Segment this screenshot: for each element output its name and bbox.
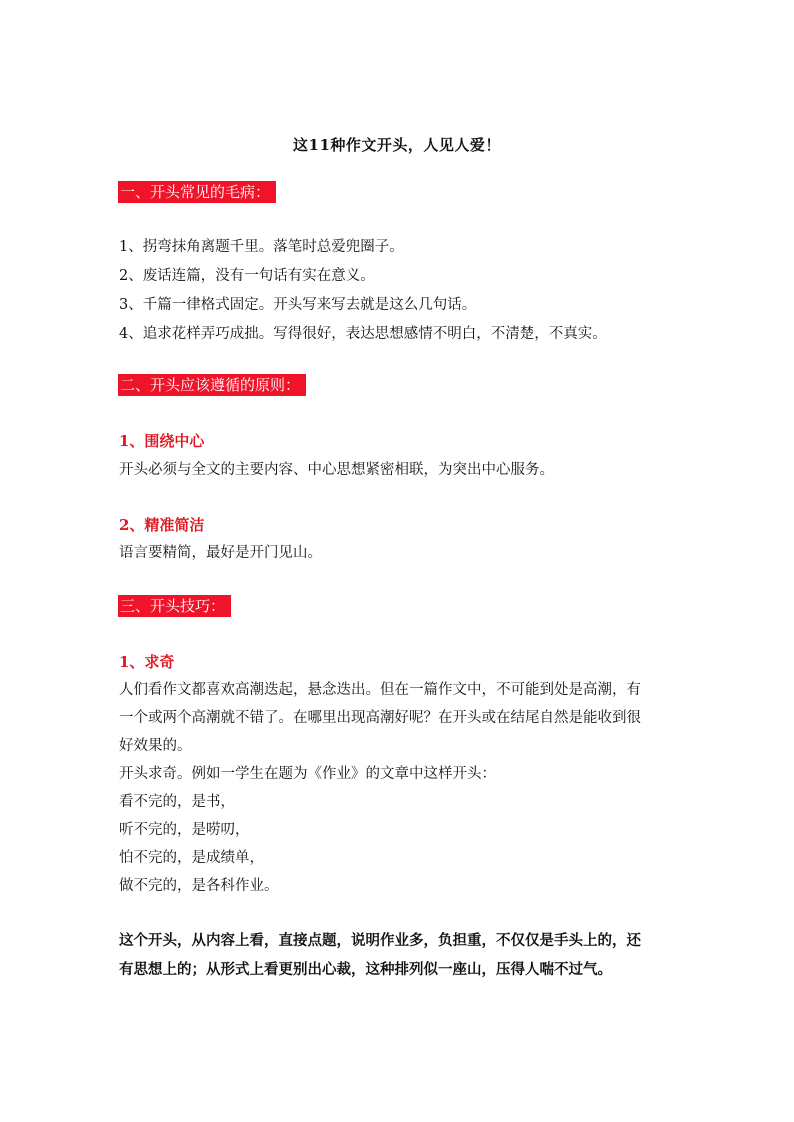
poem-line: 听不完的，是唠叨， — [119, 822, 250, 838]
list-item: 3、千篇一律格式固定。开头写来写去就是这么几句话。 — [119, 297, 477, 313]
paragraph-line: 一个或两个高潮就不错了。在哪里出现高潮好呢？在开头或在结尾自然是能收到很 — [119, 710, 641, 726]
comment-line: 有思想上的；从形式上看更别出心裁，这种排列似一座山，压得人喘不过气。 — [119, 961, 612, 978]
document-title: 这11种作文开头，人见人爱！ — [293, 136, 501, 154]
section-heading-3: 三、开头技巧： — [118, 595, 231, 617]
paragraph-line: 好效果的。 — [119, 738, 192, 754]
subsection-title: 1、求奇 — [119, 653, 175, 671]
section-heading-1: 一、开头常见的毛病： — [118, 181, 276, 203]
subsection-title: 2、精准简洁 — [119, 516, 205, 534]
paragraph-line: 开头求奇。例如一学生在题为《作业》的文章中这样开头： — [119, 766, 496, 782]
list-item: 4、追求花样弄巧成拙。写得很好，表达思想感情不明白，不清楚，不真实。 — [119, 326, 607, 342]
poem-line: 看不完的，是书， — [119, 794, 235, 810]
paragraph-line: 人们看作文都喜欢高潮迭起，悬念迭出。但在一篇作文中，不可能到处是高潮，有 — [119, 682, 641, 698]
poem-line: 做不完的，是各科作业。 — [119, 878, 279, 894]
poem-line: 怕不完的，是成绩单， — [119, 850, 264, 866]
subsection-title: 1、围绕中心 — [119, 432, 205, 450]
list-item: 1、拐弯抹角离题千里。落笔时总爱兜圈子。 — [119, 239, 404, 255]
list-item: 2、废话连篇，没有一句话有实在意义。 — [119, 268, 375, 284]
comment-line: 这个开头，从内容上看，直接点题，说明作业多，负担重，不仅仅是手头上的，还 — [119, 932, 641, 949]
paragraph-line: 语言要精简，最好是开门见山。 — [119, 545, 322, 561]
section-heading-2: 二、开头应该遵循的原则： — [118, 374, 306, 396]
paragraph-line: 开头必须与全文的主要内容、中心思想紧密相联，为突出中心服务。 — [119, 462, 554, 478]
